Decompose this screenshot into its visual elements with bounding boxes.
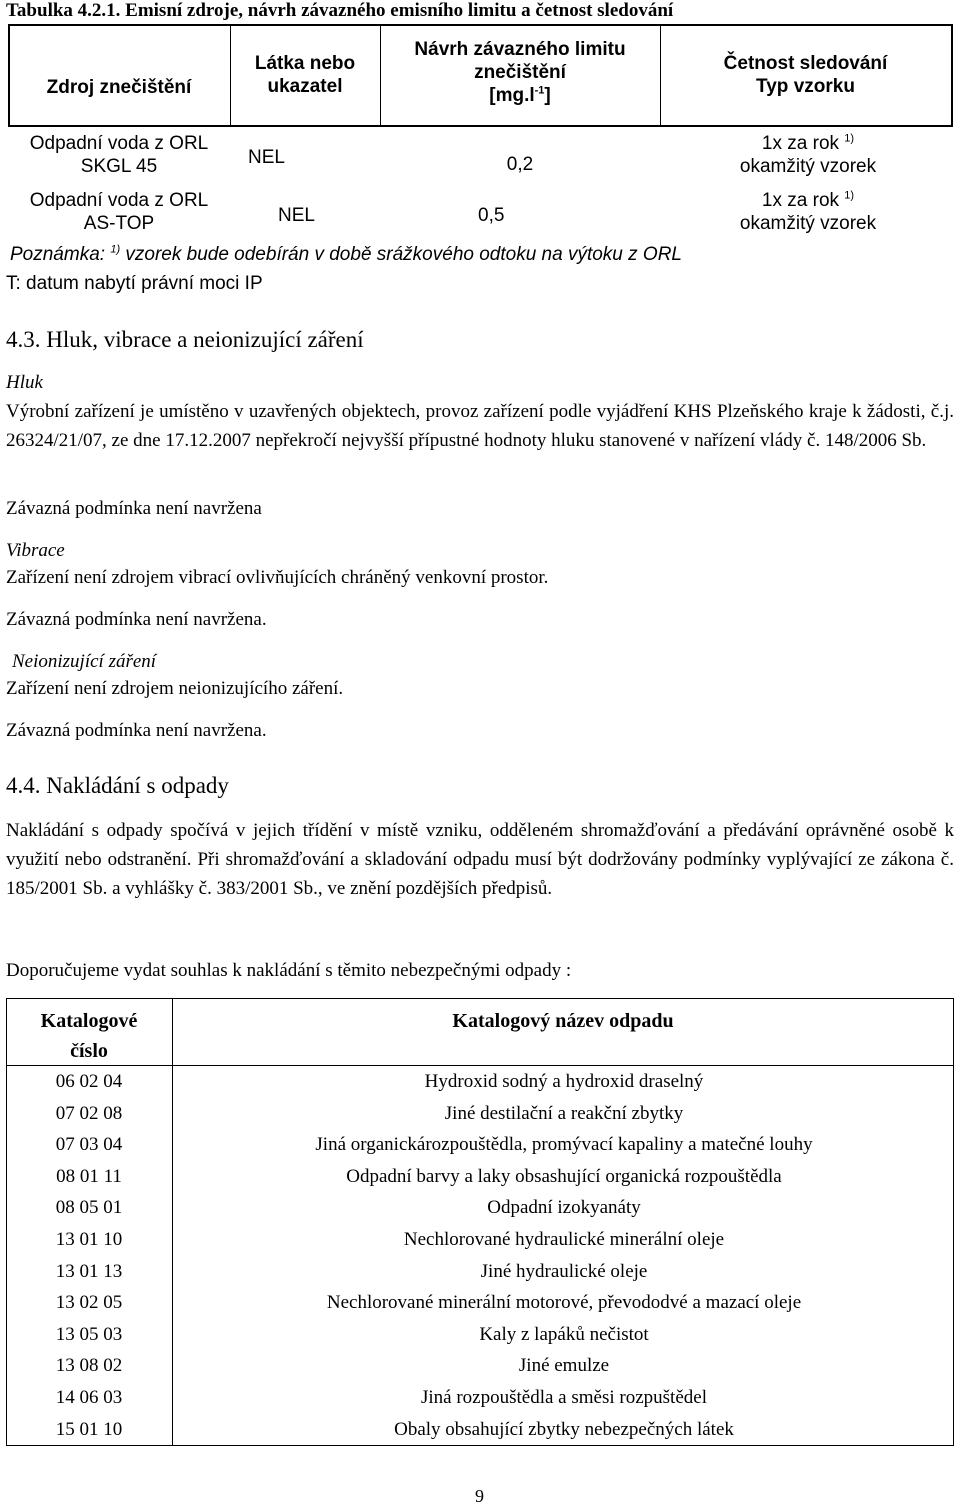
header-substance: Látka nebo ukazatel (254, 53, 356, 97)
header-frequency: Četnost sledování Typ vzorku (723, 53, 888, 97)
row2-substance: NEL (278, 205, 315, 226)
waste-code: 13 08 02 (55, 1355, 123, 1377)
table-row (6, 1098, 954, 1129)
waste-name: Kaly z lapáků nečistot (479, 1323, 649, 1345)
waste-code: 13 01 13 (55, 1260, 123, 1282)
waste-code: 06 02 04 (55, 1071, 123, 1092)
vibration-condition: Závazná podmínka není navržena. (6, 609, 267, 630)
waste-code: 07 02 08 (55, 1102, 123, 1124)
row2-frequency: 1x za rok $^{1)}$ okamžitý vzorek (739, 189, 877, 234)
waste-header-name: Katalogový název odpadu (452, 1010, 674, 1032)
emission-table (8, 24, 953, 265)
waste-name: Hydroxid sodný a hydroxid draselný (424, 1071, 704, 1092)
waste-code: 13 02 05 (55, 1292, 123, 1314)
row1-source: Odpadní voda z ORL SKGL 45 (29, 133, 209, 177)
page-number: 9 (475, 1486, 484, 1506)
nonionizing-text: Zařízení není zdrojem neionizujícího záření. (6, 678, 344, 699)
waste-name: Jiné hydraulické oleje (480, 1260, 648, 1282)
table-title: Tabulka 4.2.1. Emisní zdroje, návrh závazného emisního limitu a četnost sledování (6, 0, 674, 21)
section-44-heading: 4.4. Nakládání s odpady (6, 773, 229, 798)
vibration-text: Zařízení není zdrojem vibrací ovlivňujících chráněný venkovní prostor. (6, 567, 549, 588)
table-row (6, 1066, 954, 1097)
row1-frequency: 1x za rok $^{1)}$ okamžitý vzorek (739, 132, 877, 177)
row1-limit: 0,2 (506, 154, 534, 175)
waste-name: Jiná organickározpouštědla, promývací kapaliny a matečné louhy (315, 1134, 813, 1156)
noise-text: Výrobní zařízení je umístěno v uzavřených objektech, provoz zařízení podle vyjádření KHS Plzeňského kraje k žádosti, č.j. 26324/21/07, ze dne 17.12.2007 nepřekročí nejvyšší přípustné hodnoty hluku stanovené v nařízení vlády č. 148/2006 Sb. (6, 401, 954, 451)
waste-name: Obaly obsahující zbytky nebezpečných látek (394, 1418, 734, 1440)
table-row (6, 1256, 954, 1287)
recommendation-text: Doporučujeme vydat souhlas k nakládání s těmito nebezpečnými odpady : (6, 960, 572, 981)
waste-name: Odpadní barvy a laky obsashující organická rozpouštědla (346, 1165, 782, 1187)
row1-substance: NEL (248, 147, 285, 168)
waste-code: 14 06 03 (55, 1387, 123, 1408)
waste-name: Jiná rozpouštědla a směsi rozpuštědel (421, 1387, 707, 1408)
note-t-line: T: datum nabytí právní moci IP (6, 273, 263, 294)
nonionizing-condition: Závazná podmínka není navržena. (6, 720, 267, 741)
row2-limit: 0,5 (478, 205, 505, 226)
table-row (6, 1129, 954, 1160)
waste-name: Jiné destilační a reakční zbytky (444, 1102, 684, 1124)
waste-name: Nechlorované hydraulické minerální oleje (403, 1229, 725, 1250)
noise-condition: Závazná podmínka není navržena (6, 498, 262, 519)
table-row (6, 1192, 954, 1223)
table-row (6, 1319, 954, 1350)
waste-table (6, 998, 954, 1446)
nonionizing-title: Neionizující záření (12, 651, 157, 672)
table-row (6, 1224, 954, 1255)
waste-name: Odpadní izokyanáty (487, 1197, 641, 1219)
waste-name: Jiné emulze (518, 1355, 610, 1377)
waste-code: 13 05 03 (55, 1323, 123, 1345)
waste-text: Nakládání s odpady spočívá v jejich třídění v místě vzniku, odděleném shromažďování a předávání oprávněné osobě k využití nebo odstranění. Při shromažďování a skladování odpadu musí být dodržovány podmínky vyplývající ze zákona č. 185/2001 Sb. a vyhlášky č. 383/2001 Sb., ve znění pozdějších předpisů. (6, 820, 954, 899)
waste-code: 15 01 10 (55, 1418, 123, 1440)
waste-code: 13 01 10 (55, 1229, 123, 1250)
table-note: Poznámka: $^{1)}$ vzorek bude odebírán v době srážkového odtoku na výtoku z ORL (10, 243, 683, 265)
waste-name: Nechlorované minerální motorové, převododvé a mazací oleje (326, 1292, 802, 1314)
table-row (6, 1350, 954, 1381)
waste-code: 08 05 01 (55, 1197, 123, 1219)
vibration-title: Vibrace (6, 540, 65, 561)
waste-header-code: Katalogové číslo (40, 1010, 138, 1062)
row2-source: Odpadní voda z ORL AS-TOP (29, 190, 209, 234)
noise-title: Hluk (6, 372, 43, 393)
table-row (6, 1382, 954, 1413)
table-row (6, 1414, 954, 1445)
section-43-heading: 4.3. Hluk, vibrace a neionizující záření (6, 327, 364, 352)
waste-code: 07 03 04 (55, 1134, 123, 1156)
header-limit: Návrh závazného limitu znečištění $[mg.l^{-1}]$ (414, 39, 626, 106)
header-source: Zdroj znečištění (46, 77, 192, 98)
waste-code: 08 01 11 (56, 1165, 122, 1187)
table-row (6, 1161, 954, 1192)
table-row (6, 1287, 954, 1318)
